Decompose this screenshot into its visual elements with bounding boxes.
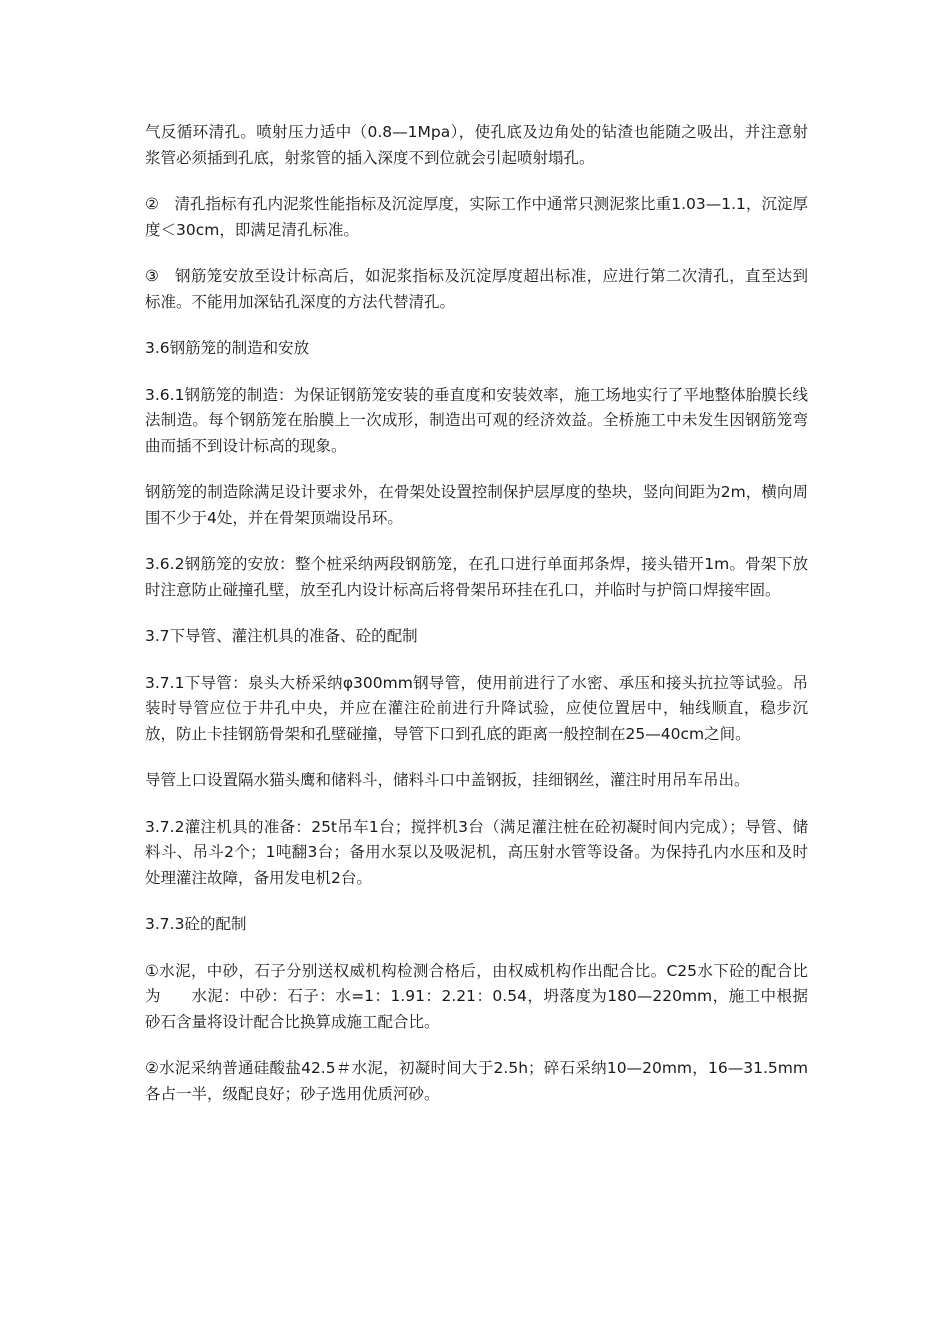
paragraph-3-6-1: 3.6.1钢筋笼的制造：为保证钢筋笼安装的垂直度和安装效率，施工场地实行了平地整体胎膜长线法制造。每个钢筋笼在胎膜上一次成形，制造出可观的经济效益。全桥施工中未发生因钢筋笼弯曲而插不到设计标高的现象。 [145,385,808,455]
paragraph-second-cleaning: ③ 钢筋笼安放至设计标高后，如泥浆指标及沉淀厚度超出标准，应进行第二次清孔，直至达到标准。不能用加深钻孔深度的方法代替清孔。 [145,267,808,311]
paragraph-3-7-1-hopper: 导管上口设置隔水猫头鹰和储料斗，储料斗口中盖钢扳，挂细钢丝，灌注时用吊车吊出。 [145,771,750,789]
paragraph-cleaning-method: 气反循环清孔。喷射压力适中（0.8—1Mpa），使孔底及边角处的钻渣也能随之吸出，并注意射浆管必须插到孔底，射浆管的插入深度不到位就会引起喷射塌孔。 [145,123,808,167]
paragraph-3-7-2: 3.7.2灌注机具的准备：25t吊车1台；搅拌机3台（满足灌注桩在砼初凝时间内完成）；导管、储料斗、吊斗2个；1吨翻3台；备用水泵以及吸泥机，高压射水管等设备。为保持孔内水压和及时处理灌注故障，备用发电机2台。 [145,817,808,887]
paragraph-cleaning-criteria: ② 清孔指标有孔内泥浆性能指标及沉淀厚度，实际工作中通常只测泥浆比重1.03—1.1，沉淀厚度＜30cm，即满足清孔标准。 [145,195,808,239]
paragraph-3-6-2: 3.6.2钢筋笼的安放：整个桩采纳两段钢筋笼，在孔口进行单面邦条焊，接头错开1m。骨架下放时注意防止碰撞孔壁，放至孔内设计标高后将骨架吊环挂在孔口，并临时与护筒口焊接牢固。 [145,555,808,599]
paragraph-mix-ratio [145,959,808,1036]
section-heading-3-6: 3.6钢筋笼的制造和安放 [145,339,310,357]
paragraph-3-6-1-requirements: 钢筋笼的制造除满足设计要求外，在骨架处设置控制保护层厚度的垫块，竖向间距为2m，横向周围不少于4处，并在骨架顶端设吊环。 [145,483,808,527]
section-heading-3-7: 3.7下导管、灌注机具的准备、砼的配制 [145,627,418,645]
section-heading-3-7-3: 3.7.3砼的配制 [145,915,247,933]
paragraph-3-7-1: 3.7.1下导管：泉头大桥采纳φ300mm钢导管，使用前进行了水密、承压和接头抗拉等试验。吊装时导管应位于井孔中央，并应在灌注砼前进行升降试验，应使位置居中，轴线顺直，稳步沉放，防止卡挂钢筋骨架和孔壁碰撞，导管下口到孔底的距离一般控制在25—40cm之间。 [145,673,808,743]
mix-ratio-intro: ①水泥，中砂，石子分别送权威机构检测合格后，由权威机构作出配合比。C25水下砼的配合比为 [145,961,808,1005]
mix-ratio-values: 水泥：中砂：石子：水=1：1.91：2.21：0.54，坍落度为180—220mm，施工中根据砂石含量将设计配合比换算成施工配合比。 [145,987,808,1031]
paragraph-materials: ②水泥采纳普通硅酸盐42.5＃水泥，初凝时间大于2.5h；碎石采纳10—20mm，16—31.5mm各占一半，级配良好；砂子选用优质河砂。 [145,1059,808,1103]
document-page [145,120,808,1128]
